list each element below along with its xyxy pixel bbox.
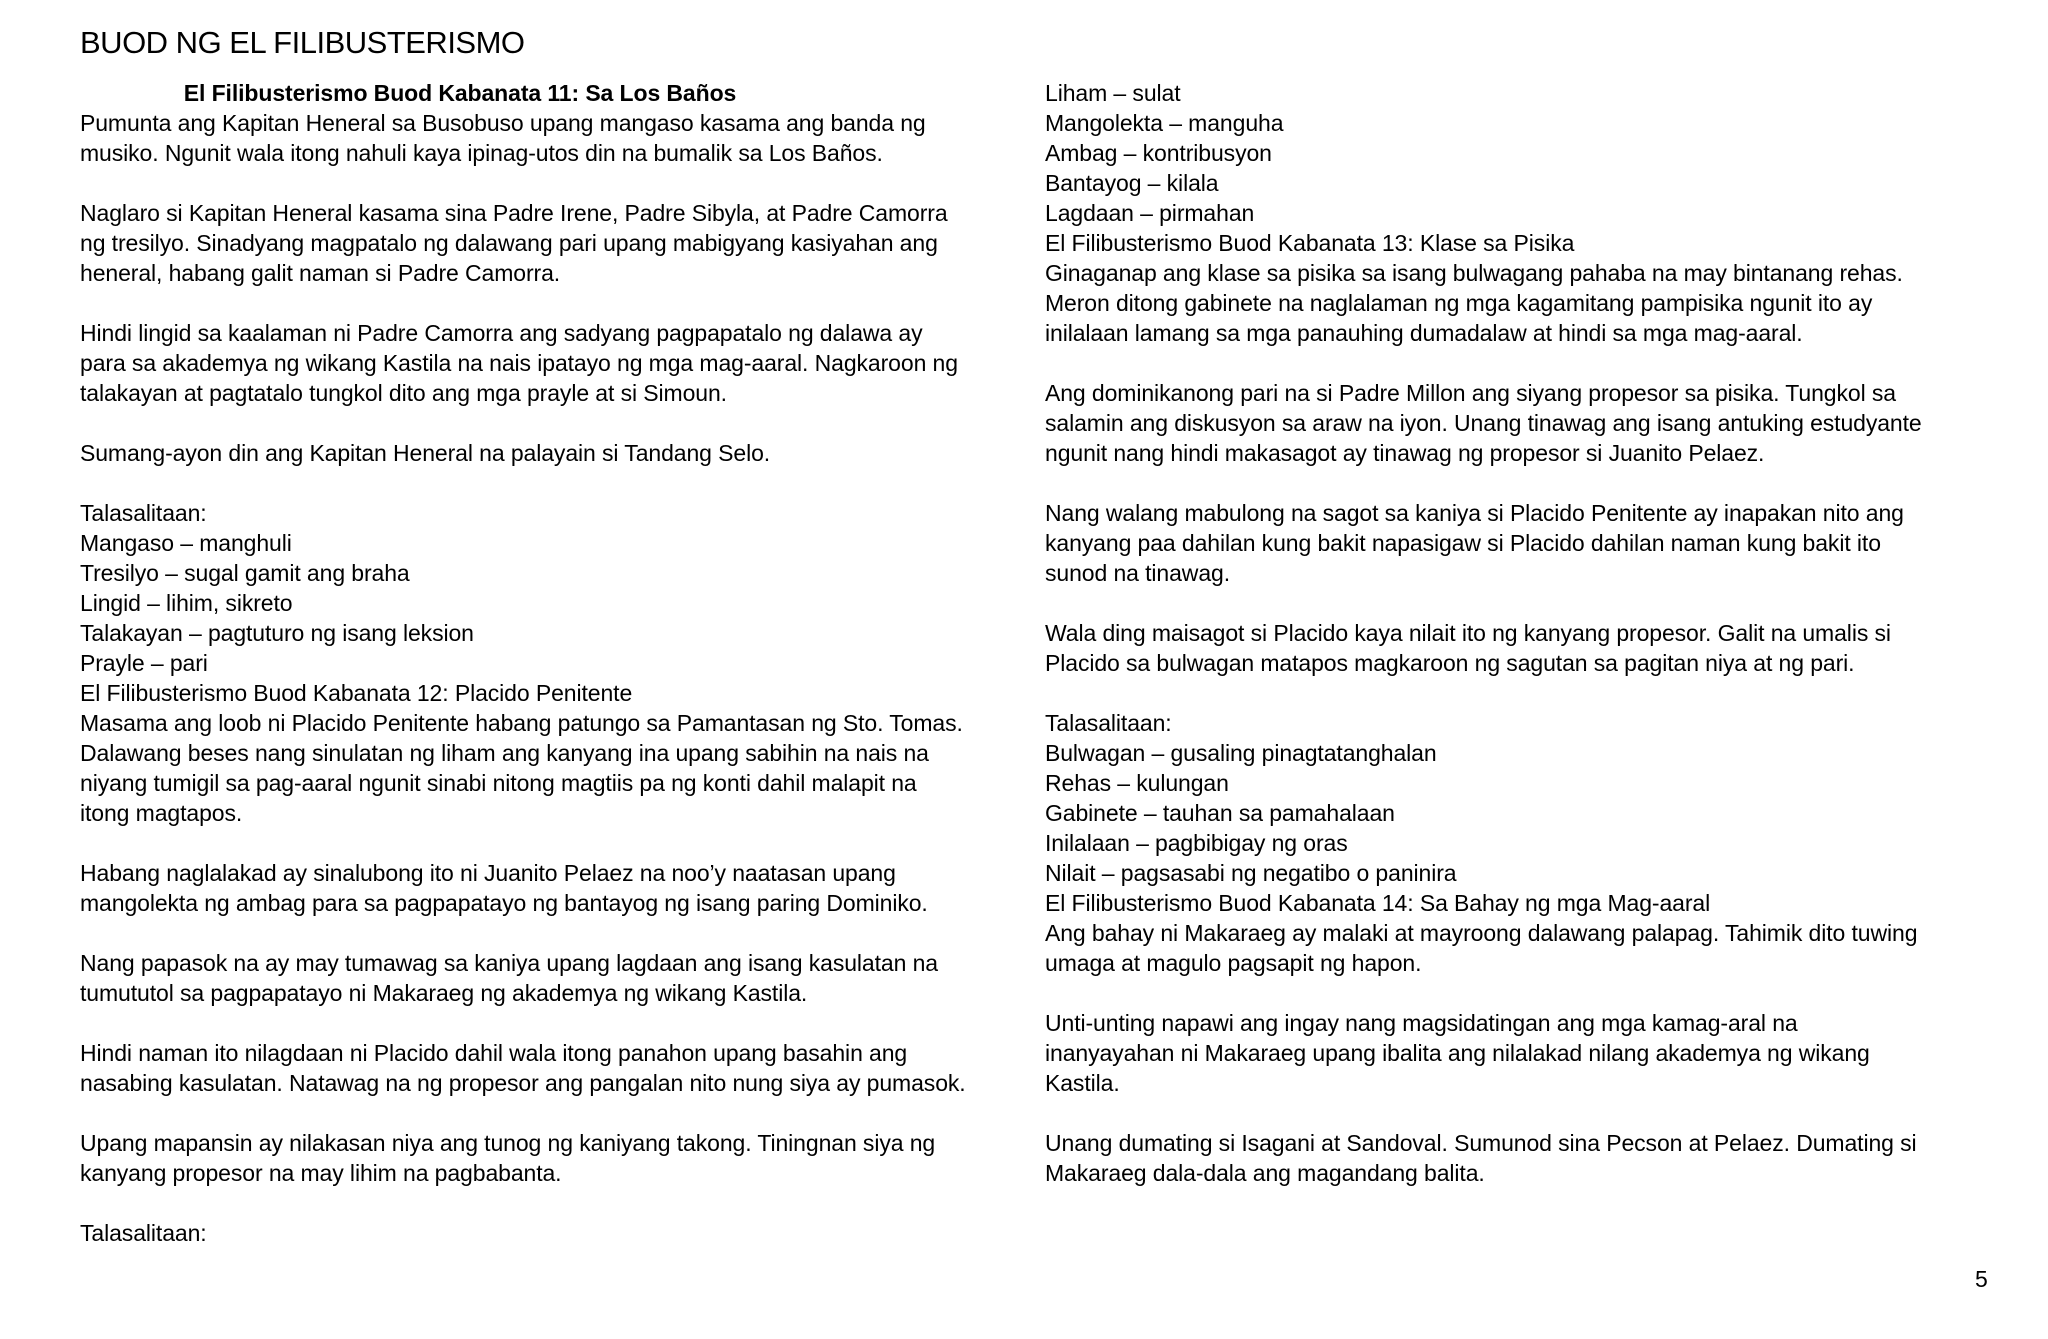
blank-line	[1045, 348, 2005, 378]
glossary-entry: Inilalaan – pagbibigay ng oras	[1045, 830, 1348, 856]
body-text-line: niyang tumigil sa pag-aaral ngunit sinabi nitong magtiis pa ng konti dahil malapit na	[80, 770, 917, 796]
blank-line	[80, 168, 1030, 198]
glossary-entry: Mangaso – manghuli	[80, 530, 292, 556]
page-number: 5	[1975, 1266, 1988, 1292]
body-text-line: talakayan at pagtatalo tungkol dito ang mga prayle at si Simoun.	[80, 380, 727, 406]
body-text-line: Meron ditong gabinete na naglalaman ng mga kagamitang pampisika ngunit ito ay	[1045, 290, 1873, 316]
body-text-line: Nang walang mabulong na sagot sa kaniya si Placido Penitente ay inapakan nito ang	[1045, 500, 1904, 526]
page-title: BUOD NG EL FILIBUSTERISMO	[80, 25, 525, 60]
body-text-line: Unti-unting napawi ang ingay nang magsidatingan ang mga kamag-aral na	[1045, 1010, 1798, 1036]
body-text-line: salamin ang diskusyon sa araw na iyon. Unang tinawag ang isang antuking estudyante	[1045, 410, 1922, 436]
blank-line	[80, 288, 1030, 318]
glossary-entry: Liham – sulat	[1045, 80, 1181, 106]
blank-line	[1045, 588, 2005, 618]
body-text-line: Masama ang loob ni Placido Penitente habang patungo sa Pamantasan ng Sto. Tomas.	[80, 710, 963, 736]
body-text-line: Pumunta ang Kapitan Heneral sa Busobuso upang mangaso kasama ang banda ng	[80, 110, 926, 136]
glossary-entry: Lingid – lihim, sikreto	[80, 590, 293, 616]
glossary-entry: Ambag – kontribusyon	[1045, 140, 1272, 166]
body-text-line: sunod na tinawag.	[1045, 560, 1230, 586]
glossary-entry: Mangolekta – manguha	[1045, 110, 1284, 136]
blank-line	[80, 828, 1030, 858]
blank-line	[80, 1188, 1030, 1218]
body-text-line: para sa akademya ng wikang Kastila na nais ipatayo ng mga mag-aaral. Nagkaroon ng	[80, 350, 958, 376]
body-text-line: kanyang propesor na may lihim na pagbabanta.	[80, 1160, 562, 1186]
chapter-heading: El Filibusterismo Buod Kabanata 12: Placido Penitente	[80, 680, 633, 706]
body-text-line: Habang naglalakad ay sinalubong ito ni Juanito Pelaez na noo’y naatasan upang	[80, 860, 896, 886]
body-text-line: Nang papasok na ay may tumawag sa kaniya upang lagdaan ang isang kasulatan na	[80, 950, 938, 976]
blank-line	[1045, 978, 2005, 1008]
glossary-heading: Talasalitaan:	[80, 500, 207, 526]
body-text-line: Naglaro si Kapitan Heneral kasama sina Padre Irene, Padre Sibyla, at Padre Camorra	[80, 200, 948, 226]
body-text-line: heneral, habang galit naman si Padre Camorra.	[80, 260, 561, 286]
blank-line	[80, 918, 1030, 948]
blank-line	[1045, 678, 2005, 708]
body-text-line: Wala ding maisagot si Placido kaya nilait ito ng kanyang propesor. Galit na umalis si	[1045, 620, 1891, 646]
blank-line	[1045, 468, 2005, 498]
body-text-line: inanyayahan ni Makaraeg upang ibalita ang nilalakad nilang akademya ng wikang	[1045, 1040, 1870, 1066]
blank-line	[80, 1008, 1030, 1038]
glossary-entry: Bantayog – kilala	[1045, 170, 1219, 196]
glossary-entry: Prayle – pari	[80, 650, 208, 676]
body-text-line: Ang bahay ni Makaraeg ay malaki at mayroong dalawang palapag. Tahimik dito tuwing	[1045, 920, 1918, 946]
body-text-line: ng tresilyo. Sinadyang magpatalo ng dalawang pari upang mabigyang kasiyahan ang	[80, 230, 938, 256]
body-text-line: nasabing kasulatan. Natawag na ng propesor ang pangalan nito nung siya ay pumasok.	[80, 1070, 966, 1096]
chapter-heading: El Filibusterismo Buod Kabanata 13: Klase sa Pisika	[1045, 230, 1575, 256]
body-text-line: musiko. Ngunit wala itong nahuli kaya ipinag-utos din na bumalik sa Los Baños.	[80, 140, 883, 166]
body-text-line: Hindi naman ito nilagdaan ni Placido dahil wala itong panahon upang basahin ang	[80, 1040, 908, 1066]
body-text-line: inilalaan lamang sa mga panauhing dumadalaw at hindi sa mga mag-aaral.	[1045, 320, 1803, 346]
body-text-line: umaga at magulo pagsapit ng hapon.	[1045, 950, 1422, 976]
glossary-entry: Tresilyo – sugal gamit ang braha	[80, 560, 410, 586]
glossary-entry: Rehas – kulungan	[1045, 770, 1229, 796]
chapter-heading: El Filibusterismo Buod Kabanata 11: Sa Los Baños	[183, 80, 737, 106]
glossary-entry: Gabinete – tauhan sa pamahalaan	[1045, 800, 1395, 826]
glossary-heading: Talasalitaan:	[80, 1220, 207, 1246]
right-column	[1045, 78, 2005, 1188]
body-text-line: Placido sa bulwagan matapos magkaroon ng sagutan sa pagitan niya at ng pari.	[1045, 650, 1855, 676]
body-text-line: ngunit nang hindi makasagot ay tinawag ng propesor si Juanito Pelaez.	[1045, 440, 1765, 466]
body-text-line: tumututol sa pagpapatayo ni Makaraeg ng akademya ng wikang Kastila.	[80, 980, 808, 1006]
left-column	[80, 78, 1030, 1248]
body-text-line: Ginaganap ang klase sa pisika sa isang bulwagang pahaba na may bintanang rehas.	[1045, 260, 1903, 286]
body-text-line: Kastila.	[1045, 1070, 1120, 1096]
body-text-line: Dalawang beses nang sinulatan ng liham ang kanyang ina upang sabihin na nais na	[80, 740, 929, 766]
body-text-line: Makaraeg dala-dala ang magandang balita.	[1045, 1160, 1485, 1186]
body-text-line: kanyang paa dahilan kung bakit napasigaw si Placido dahilan naman kung bakit ito	[1045, 530, 1881, 556]
body-text-line: mangolekta ng ambag para sa pagpapatayo ng bantayog ng isang paring Dominiko.	[80, 890, 928, 916]
body-text-line: Hindi lingid sa kaalaman ni Padre Camorra ang sadyang pagpapatalo ng dalawa ay	[80, 320, 923, 346]
glossary-entry: Bulwagan – gusaling pinagtatanghalan	[1045, 740, 1437, 766]
body-text-line: Ang dominikanong pari na si Padre Millon ang siyang propesor sa pisika. Tungkol sa	[1045, 380, 1896, 406]
blank-line	[80, 408, 1030, 438]
body-text-line: itong magtapos.	[80, 800, 243, 826]
glossary-heading: Talasalitaan:	[1045, 710, 1172, 736]
body-text-line: Sumang-ayon din ang Kapitan Heneral na palayain si Tandang Selo.	[80, 440, 771, 466]
glossary-entry: Nilait – pagsasabi ng negatibo o paninira	[1045, 860, 1457, 886]
blank-line	[80, 1098, 1030, 1128]
body-text-line: Unang dumating si Isagani at Sandoval. Sumunod sina Pecson at Pelaez. Dumating si	[1045, 1130, 1917, 1156]
glossary-entry: Talakayan – pagtuturo ng isang leksion	[80, 620, 474, 646]
blank-line	[1045, 1098, 2005, 1128]
blank-line	[80, 468, 1030, 498]
chapter-heading: El Filibusterismo Buod Kabanata 14: Sa Bahay ng mga Mag-aaral	[1045, 890, 1711, 916]
body-text-line: Upang mapansin ay nilakasan niya ang tunog ng kaniyang takong. Tiningnan siya ng	[80, 1130, 936, 1156]
glossary-entry: Lagdaan – pirmahan	[1045, 200, 1255, 226]
